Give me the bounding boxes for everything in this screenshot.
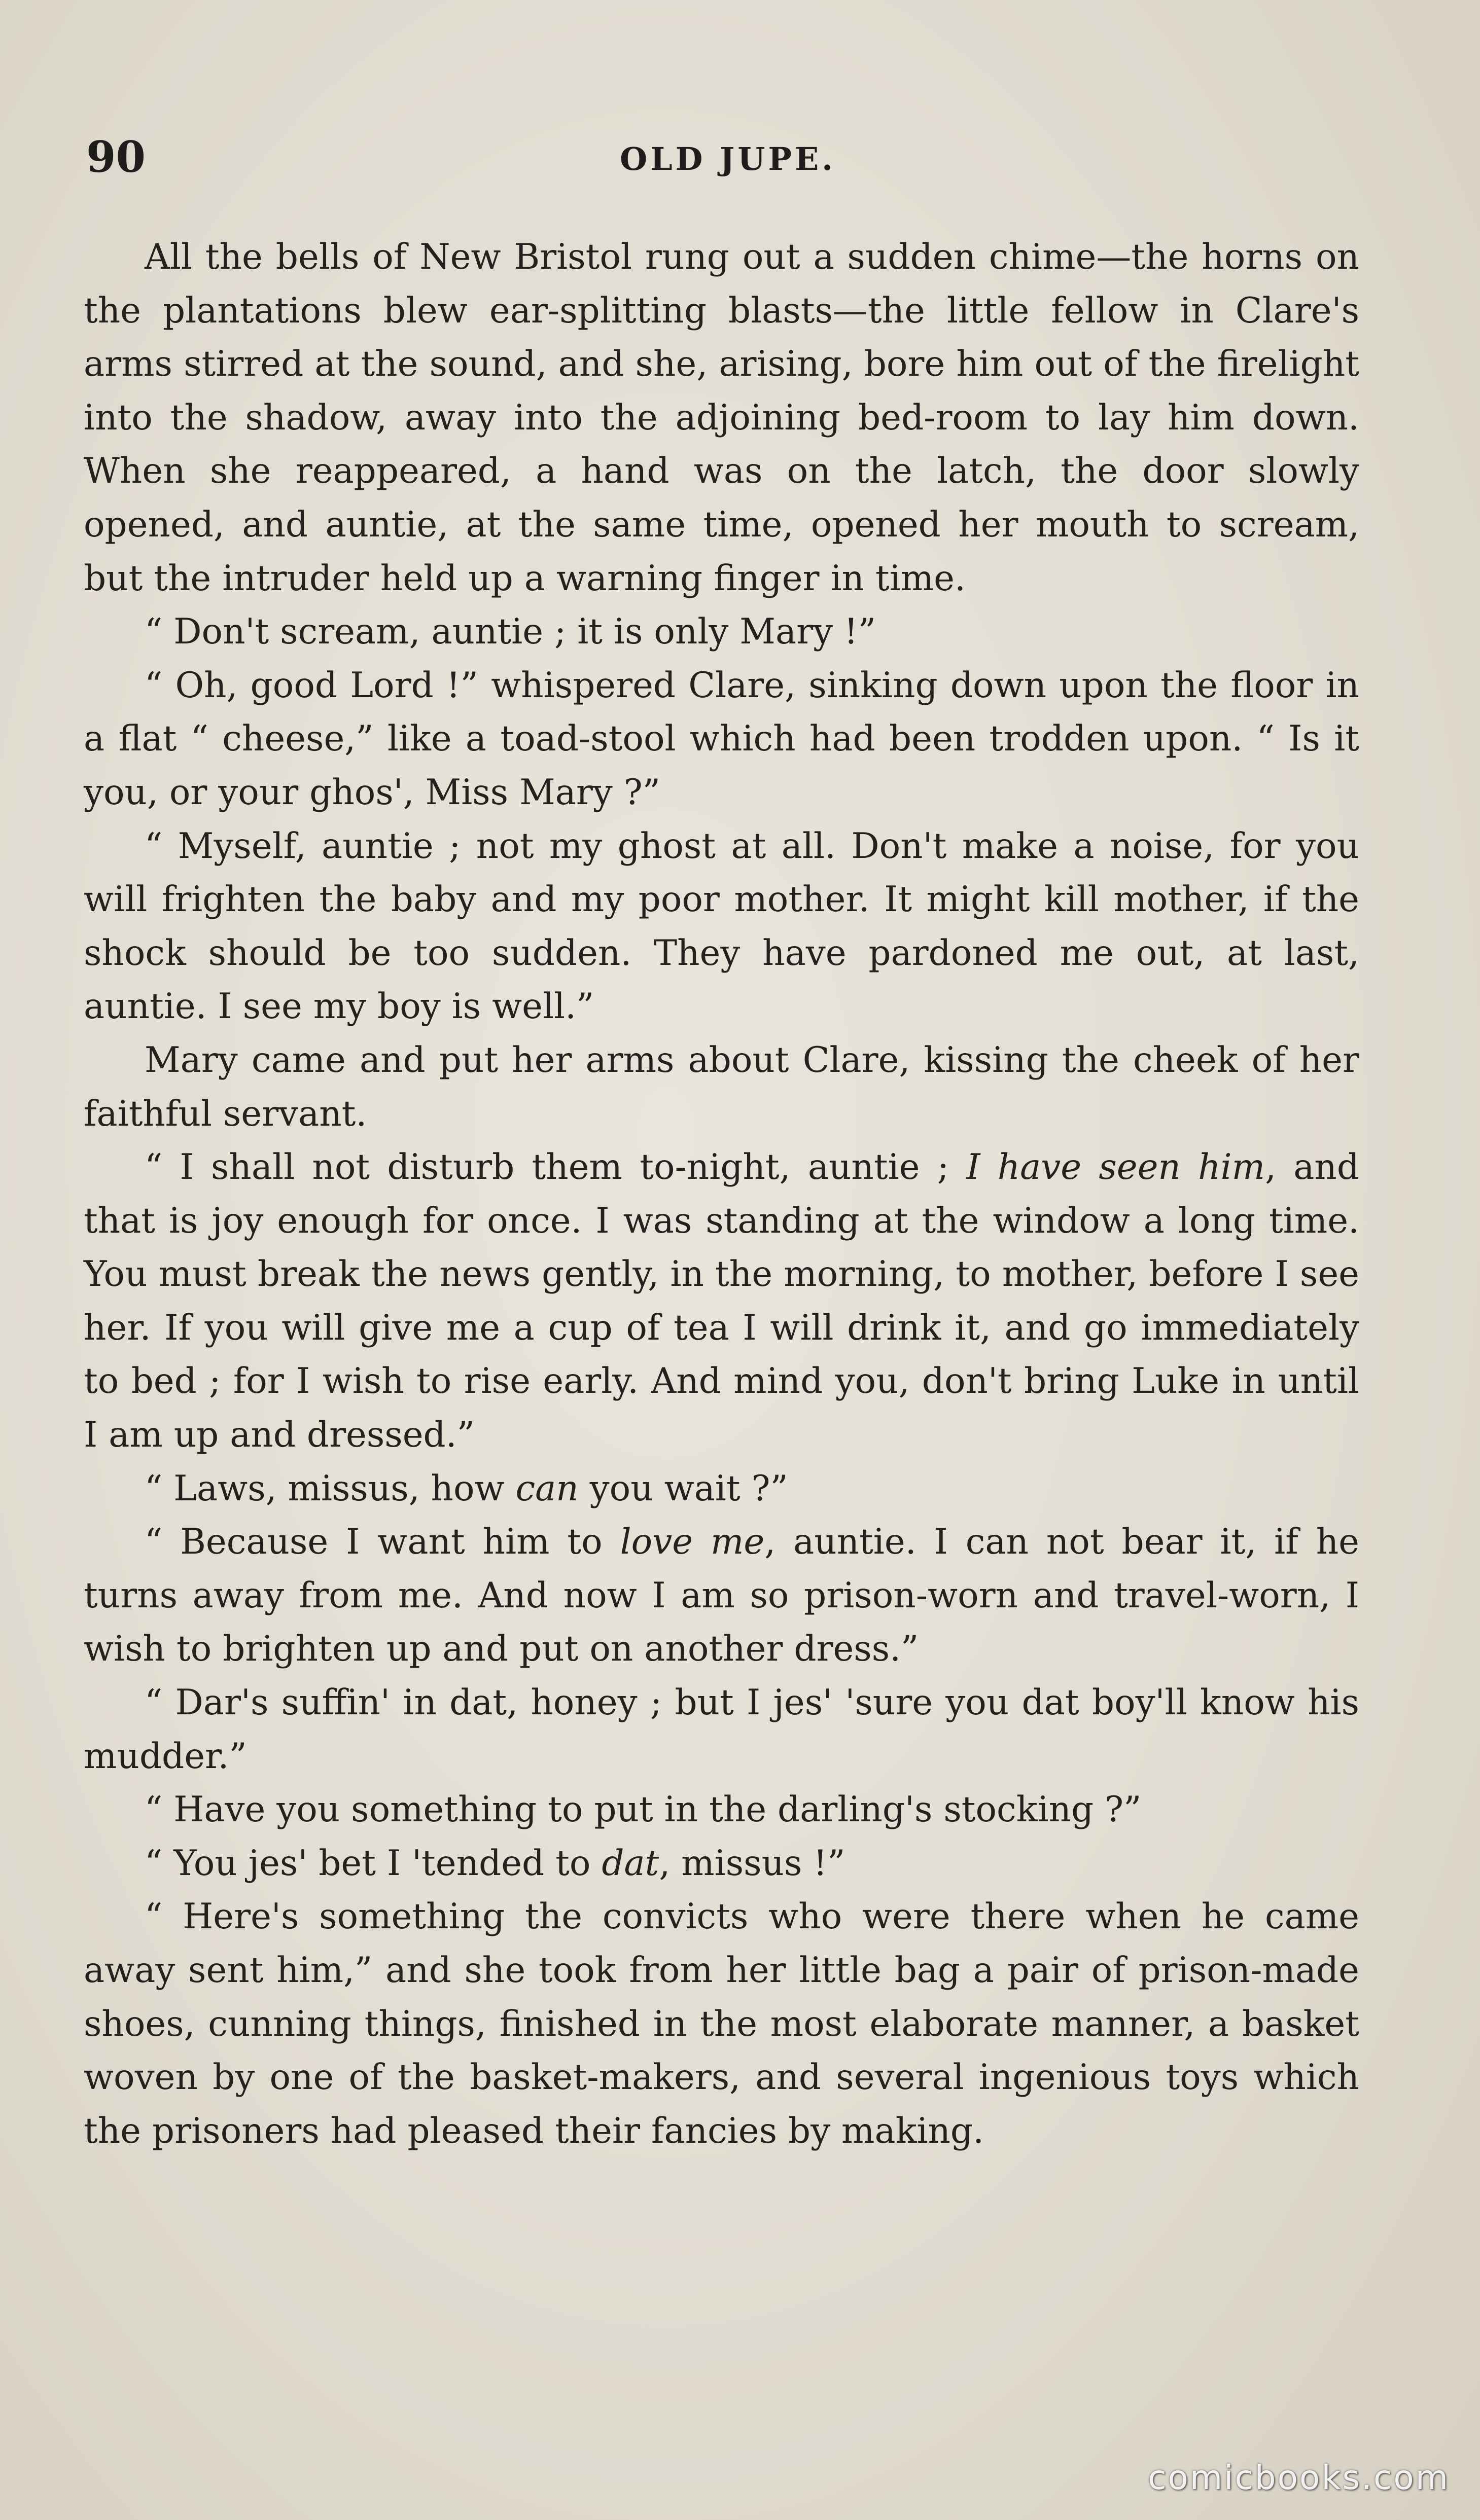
text-run: Mary came and put her arms about Clare, kissing the cheek of her faithful servant. — [84, 1039, 1359, 1134]
watermark: comicbooks.com — [1148, 2458, 1450, 2497]
page-header — [86, 129, 1369, 190]
paragraph — [84, 1141, 1359, 1462]
text-run: “ Don't scream, auntie ; it is only Mary !” — [145, 611, 876, 653]
text-run: , auntie. I can not bear it, if he turns away from me. And now I am so prison-worn and travel-worn, I wish to brighten up and put on another dress.” — [84, 1522, 1359, 1670]
text-run: , missus !” — [659, 1843, 845, 1884]
text-run: , and that is joy enough for once. I was standing at the window a long time. You must break the news gently, in the morning, to mother, before I see her. If you will give me a cup of tea I will drink it, and go immediately to bed ; for I wish to rise early. And mind you, don't bring Luke in until I am up and dressed.” — [84, 1147, 1359, 1456]
italic-text: dat — [602, 1843, 659, 1884]
text-run: “ Laws, missus, how — [145, 1468, 516, 1509]
body-text — [84, 231, 1359, 2158]
paragraph — [84, 605, 1359, 659]
paragraph — [84, 1676, 1359, 1783]
italic-text: love me — [620, 1522, 765, 1563]
paragraph — [84, 1783, 1359, 1837]
text-run: “ I shall not disturb them to-night, auntie ; — [145, 1147, 967, 1188]
text-run: “ Have you something to put in the darling's stocking ?” — [145, 1789, 1142, 1830]
italic-text: I have seen him — [966, 1147, 1265, 1188]
text-run: you wait ?” — [578, 1468, 788, 1509]
text-run: “ Dar's suffin' in dat, honey ; but I jes' 'sure you dat boy'll know his mudder.” — [84, 1682, 1359, 1777]
paragraph — [84, 1462, 1359, 1516]
paragraph — [84, 231, 1359, 605]
paragraph — [84, 1516, 1359, 1676]
paragraph — [84, 1890, 1359, 2158]
paragraph — [84, 820, 1359, 1034]
paragraph — [84, 1034, 1359, 1141]
text-run: All the bells of New Bristol rung out a sudden chime—the horns on the plantations blew ear-splitting blasts—the little fellow in Clare's arms stirred at the sound, and she, arising, bore him out of the firelight into the shadow, away into the adjoining bed-room to lay him down. When she reappeared, a hand was on the latch, the door slowly opened, and auntie, at the same time, opened her mouth to scream, but the intruder held up a warning finger in time. — [84, 237, 1359, 599]
text-run: “ You jes' bet I 'tended to — [145, 1843, 602, 1884]
text-run: “ Here's something the convicts who were there when he came away sent him,” and she took from her little bag a pair of prison-made shoes, cunning things, finished in the most elaborate manner, a basket woven by one of the basket-makers, and several ingenious toys which the prisoners had pleased their fancies by making. — [84, 1896, 1359, 2151]
paragraph — [84, 659, 1359, 820]
page-number: 90 — [86, 132, 146, 182]
running-head: OLD JUPE. — [620, 140, 836, 177]
text-run: “ Oh, good Lord !” whispered Clare, sinking down upon the floor in a flat “ cheese,” like a toad-stool which had been trodden upon. “ Is it you, or your ghos', Miss Mary ?” — [84, 665, 1359, 813]
italic-text: can — [515, 1468, 579, 1509]
text-run: “ Because I want him to — [145, 1522, 620, 1563]
paragraph — [84, 1837, 1359, 1891]
text-run: “ Myself, auntie ; not my ghost at all. Don't make a noise, for you will frighten the baby and my poor mother. It might kill mother, if the shock should be too sudden. They have pardoned me out, at last, auntie. I see my boy is well.” — [84, 825, 1359, 1027]
